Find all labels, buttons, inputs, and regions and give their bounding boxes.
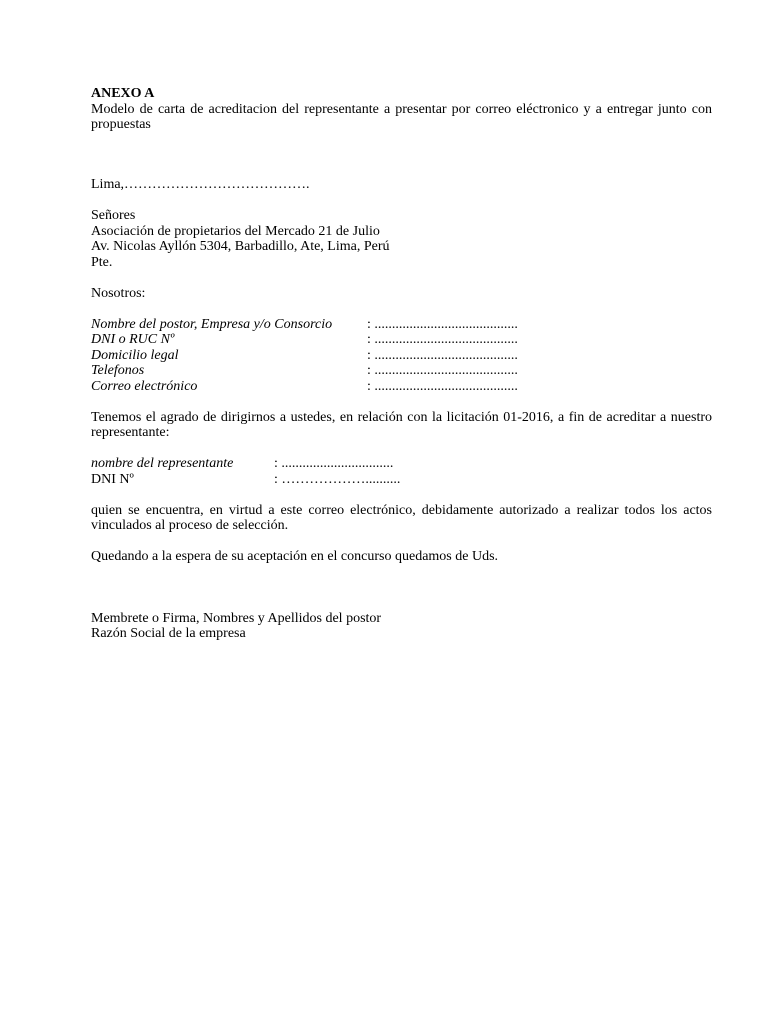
- recipient-name: Asociación de propietarios del Mercado 21 de Julio: [91, 223, 380, 239]
- field-label: DNI o RUC Nº: [91, 332, 175, 347]
- rep-label: DNI Nº: [91, 471, 134, 487]
- recipient-abbrev: Pte.: [91, 254, 113, 270]
- bidder-fields: [91, 317, 712, 395]
- annex-title: ANEXO A: [91, 86, 155, 101]
- recipient-salutation: Señores: [91, 208, 136, 223]
- signature-block: [91, 611, 712, 642]
- field-value: : .........................................: [367, 347, 518, 363]
- recipient-address: Av. Nicolas Ayllón 5304, Barbadillo, Ate, Lima, Perú: [91, 239, 390, 254]
- field-value: : .........................................: [367, 332, 518, 347]
- paragraph-authorization: quien se encuentra, en virtud a este correo electrónico, debidamente autorizado a realizar todos los actos vinculados al proceso de selección.: [91, 502, 712, 533]
- rep-value: : ………………..........: [274, 471, 401, 487]
- representative-fields: [91, 456, 712, 487]
- place-date-line: Lima,………………………………….: [91, 177, 310, 192]
- paragraph-closing: Quedando a la espera de su aceptación en el concurso quedamos de Uds.: [91, 549, 499, 564]
- rep-row-name: [91, 456, 712, 472]
- recipient-block: [91, 208, 712, 270]
- field-row-phones: [91, 363, 712, 379]
- field-label: Correo electrónico: [91, 378, 198, 394]
- rep-row-dni: [91, 472, 712, 488]
- rep-label: nombre del representante: [91, 456, 234, 471]
- paragraph-accreditation: Tenemos el agrado de dirigirnos a ustedes, en relación con la licitación 01-2016, a fin de acreditar a nuestro representante:: [91, 409, 712, 440]
- intro-text: Nosotros:: [91, 285, 146, 301]
- annex-subtitle: Modelo de carta de acreditacion del representante a presentar por correo eléctronico y a entregar junto con propuestas: [91, 101, 712, 132]
- field-value: : .........................................: [367, 316, 518, 332]
- signature-line-1: Membrete o Firma, Nombres y Apellidos del postor: [91, 610, 382, 626]
- field-value: : .........................................: [367, 363, 518, 378]
- field-label: Nombre del postor, Empresa y/o Consorcio: [91, 316, 333, 332]
- field-row-address: [91, 348, 712, 364]
- signature-line-2: Razón Social de la empresa: [91, 626, 246, 641]
- field-row-dni-ruc: [91, 332, 712, 348]
- field-label: Telefonos: [91, 363, 145, 378]
- field-row-email: [91, 379, 712, 395]
- letter-body: [91, 86, 712, 642]
- field-label: Domicilio legal: [91, 347, 179, 363]
- field-value: : .........................................: [367, 378, 518, 394]
- rep-value: : ................................: [274, 456, 394, 471]
- field-row-bidder-name: [91, 317, 712, 333]
